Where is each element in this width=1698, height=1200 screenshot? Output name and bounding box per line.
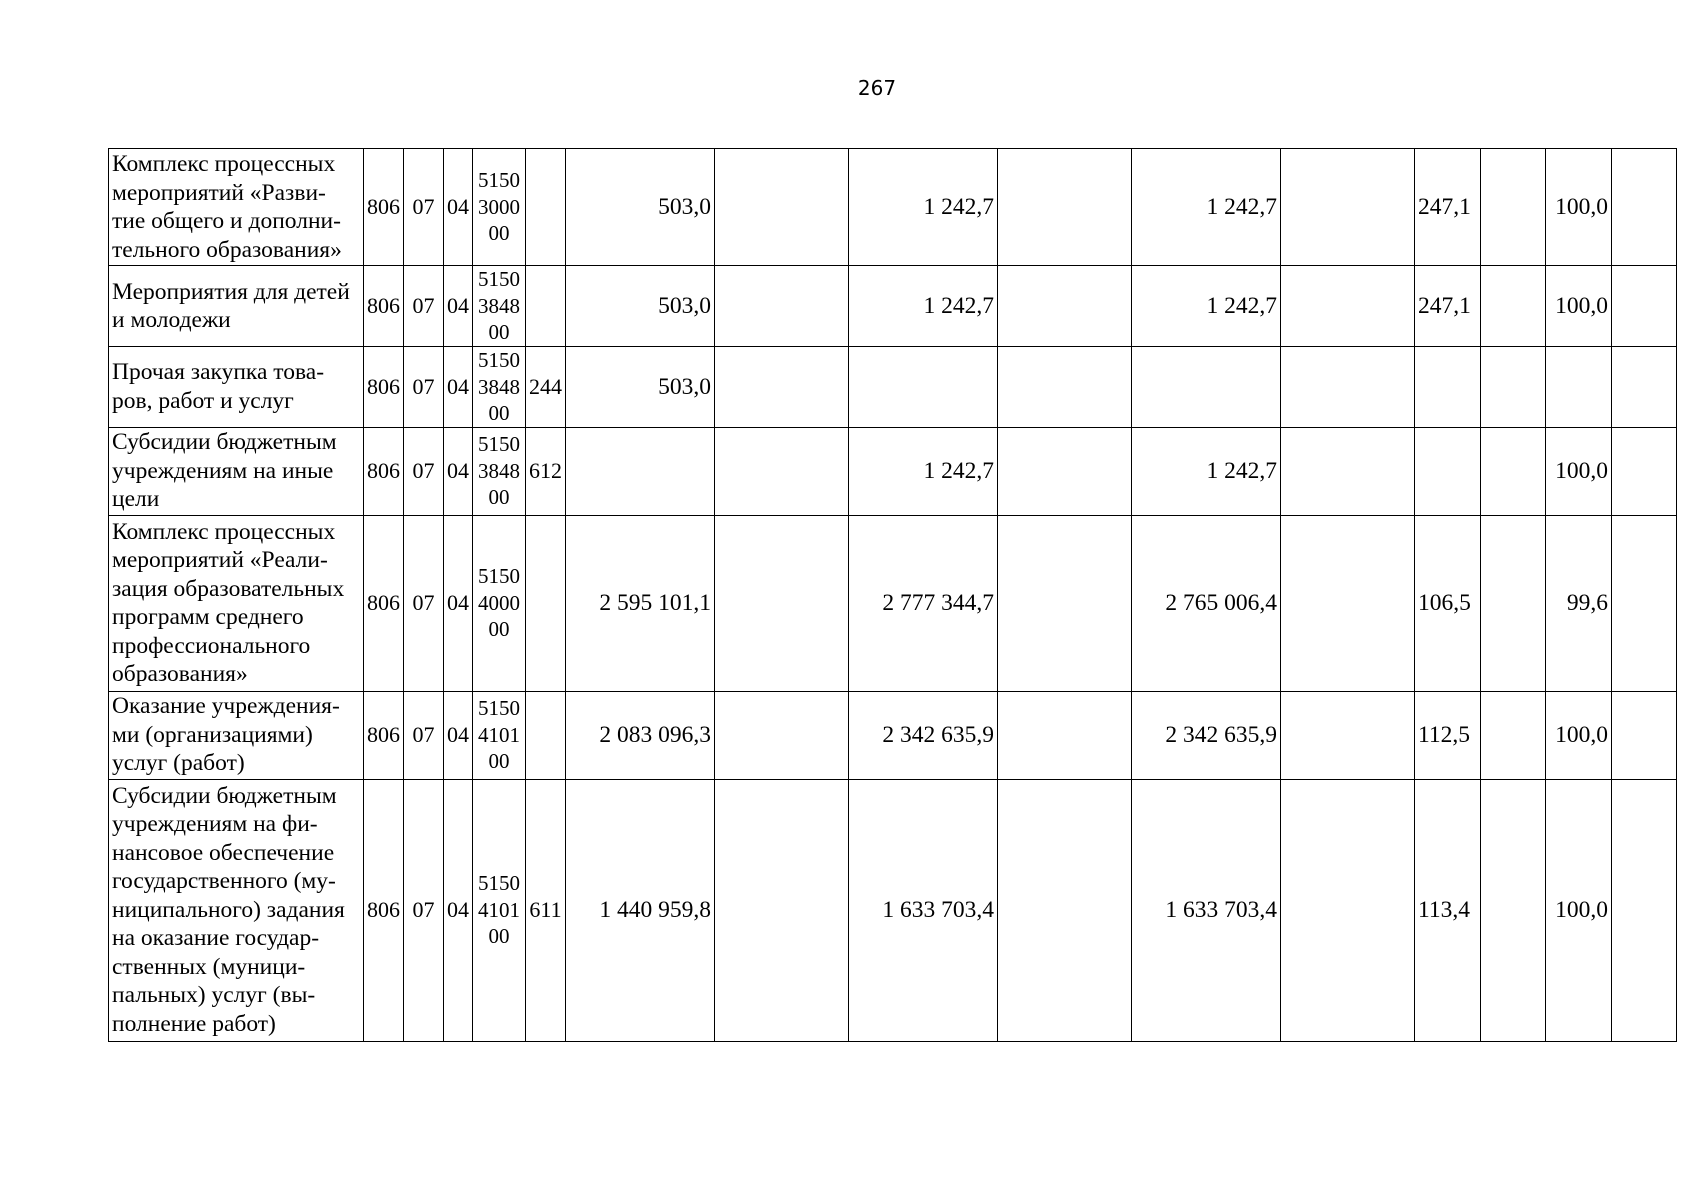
percent-col-1: 113,4 bbox=[1415, 779, 1481, 1041]
percent-col-3: 100,0 bbox=[1546, 691, 1612, 779]
table-row bbox=[109, 347, 1677, 428]
amount-col-1: 2 083 096,3 bbox=[566, 691, 715, 779]
amount-col-4 bbox=[998, 691, 1132, 779]
target-article-code: 5150 3848 00 bbox=[473, 427, 526, 515]
amount-col-5: 1 633 703,4 bbox=[1132, 779, 1281, 1041]
subsection-code: 04 bbox=[444, 149, 473, 266]
target-article-code: 5150 3000 00 bbox=[473, 149, 526, 266]
percent-col-3: 100,0 bbox=[1546, 266, 1612, 347]
target-article-code: 5150 4000 00 bbox=[473, 515, 526, 691]
expense-type-code bbox=[526, 515, 566, 691]
percent-col-2 bbox=[1481, 149, 1546, 266]
amount-col-2 bbox=[715, 515, 849, 691]
percent-col-2 bbox=[1481, 779, 1546, 1041]
target-article-code: 5150 4101 00 bbox=[473, 779, 526, 1041]
page-number: 267 bbox=[857, 76, 897, 100]
amount-col-6 bbox=[1281, 779, 1415, 1041]
section-code: 07 bbox=[404, 515, 444, 691]
subsection-code: 04 bbox=[444, 427, 473, 515]
section-code: 07 bbox=[404, 691, 444, 779]
amount-col-3 bbox=[849, 347, 998, 428]
amount-col-1: 503,0 bbox=[566, 347, 715, 428]
percent-col-2 bbox=[1481, 427, 1546, 515]
subsection-code: 04 bbox=[444, 266, 473, 347]
expense-type-code bbox=[526, 149, 566, 266]
amount-col-2 bbox=[715, 691, 849, 779]
row-name: Комплекс процессных мероприятий «Реали- зация образовательных программ среднего профессионального образования» bbox=[109, 515, 364, 691]
row-name: Прочая закупка това- ров, работ и услуг bbox=[109, 347, 364, 428]
percent-col-4 bbox=[1612, 427, 1677, 515]
amount-col-6 bbox=[1281, 266, 1415, 347]
section-code: 07 bbox=[404, 266, 444, 347]
amount-col-6 bbox=[1281, 691, 1415, 779]
amount-col-3: 2 777 344,7 bbox=[849, 515, 998, 691]
amount-col-5 bbox=[1132, 347, 1281, 428]
target-article-code: 5150 3848 00 bbox=[473, 347, 526, 428]
percent-col-3: 100,0 bbox=[1546, 779, 1612, 1041]
percent-col-2 bbox=[1481, 515, 1546, 691]
amount-col-4 bbox=[998, 149, 1132, 266]
ved-code: 806 bbox=[364, 266, 404, 347]
amount-col-3: 1 242,7 bbox=[849, 427, 998, 515]
ved-code: 806 bbox=[364, 427, 404, 515]
amount-col-6 bbox=[1281, 515, 1415, 691]
target-article-code: 5150 3848 00 bbox=[473, 266, 526, 347]
amount-col-4 bbox=[998, 347, 1132, 428]
amount-col-2 bbox=[715, 779, 849, 1041]
row-name: Оказание учреждения- ми (организациями) услуг (работ) bbox=[109, 691, 364, 779]
percent-col-2 bbox=[1481, 266, 1546, 347]
amount-col-2 bbox=[715, 149, 849, 266]
budget-table bbox=[108, 148, 1677, 1042]
percent-col-2 bbox=[1481, 347, 1546, 428]
percent-col-2 bbox=[1481, 691, 1546, 779]
expense-type-code: 611 bbox=[526, 779, 566, 1041]
amount-col-2 bbox=[715, 427, 849, 515]
amount-col-3: 1 242,7 bbox=[849, 266, 998, 347]
percent-col-3: 100,0 bbox=[1546, 149, 1612, 266]
amount-col-3: 2 342 635,9 bbox=[849, 691, 998, 779]
percent-col-3: 99,6 bbox=[1546, 515, 1612, 691]
table-row bbox=[109, 691, 1677, 779]
percent-col-1 bbox=[1415, 427, 1481, 515]
percent-col-4 bbox=[1612, 149, 1677, 266]
subsection-code: 04 bbox=[444, 691, 473, 779]
row-name: Мероприятия для детей и молодежи bbox=[109, 266, 364, 347]
percent-col-4 bbox=[1612, 779, 1677, 1041]
table-row bbox=[109, 779, 1677, 1041]
percent-col-1: 112,5 bbox=[1415, 691, 1481, 779]
amount-col-3: 1 633 703,4 bbox=[849, 779, 998, 1041]
expense-type-code: 612 bbox=[526, 427, 566, 515]
section-code: 07 bbox=[404, 779, 444, 1041]
ved-code: 806 bbox=[364, 515, 404, 691]
table-row bbox=[109, 515, 1677, 691]
percent-col-3 bbox=[1546, 347, 1612, 428]
section-code: 07 bbox=[404, 149, 444, 266]
amount-col-6 bbox=[1281, 347, 1415, 428]
section-code: 07 bbox=[404, 427, 444, 515]
percent-col-4 bbox=[1612, 266, 1677, 347]
row-name: Субсидии бюджетным учреждениям на иные цели bbox=[109, 427, 364, 515]
amount-col-4 bbox=[998, 427, 1132, 515]
expense-type-code bbox=[526, 266, 566, 347]
amount-col-1: 1 440 959,8 bbox=[566, 779, 715, 1041]
subsection-code: 04 bbox=[444, 515, 473, 691]
amount-col-5: 2 765 006,4 bbox=[1132, 515, 1281, 691]
percent-col-1: 106,5 bbox=[1415, 515, 1481, 691]
amount-col-5: 1 242,7 bbox=[1132, 427, 1281, 515]
percent-col-4 bbox=[1612, 691, 1677, 779]
ved-code: 806 bbox=[364, 347, 404, 428]
table-body bbox=[109, 149, 1677, 1042]
table-row bbox=[109, 149, 1677, 266]
amount-col-3: 1 242,7 bbox=[849, 149, 998, 266]
subsection-code: 04 bbox=[444, 347, 473, 428]
amount-col-1: 503,0 bbox=[566, 266, 715, 347]
amount-col-4 bbox=[998, 515, 1132, 691]
percent-col-1: 247,1 bbox=[1415, 266, 1481, 347]
amount-col-4 bbox=[998, 266, 1132, 347]
ved-code: 806 bbox=[364, 779, 404, 1041]
ved-code: 806 bbox=[364, 149, 404, 266]
amount-col-6 bbox=[1281, 427, 1415, 515]
amount-col-5: 1 242,7 bbox=[1132, 149, 1281, 266]
row-name: Комплекс процессных мероприятий «Разви- тие общего и дополни- тельного образования» bbox=[109, 149, 364, 266]
amount-col-1 bbox=[566, 427, 715, 515]
percent-col-3: 100,0 bbox=[1546, 427, 1612, 515]
amount-col-2 bbox=[715, 347, 849, 428]
percent-col-1 bbox=[1415, 347, 1481, 428]
amount-col-5: 2 342 635,9 bbox=[1132, 691, 1281, 779]
row-name: Субсидии бюджетным учреждениям на фи- нансовое обеспечение государственного (му- ниципального) задания на оказание государ- ственных (муници- пальных) услуг (вы- полнение работ) bbox=[109, 779, 364, 1041]
amount-col-5: 1 242,7 bbox=[1132, 266, 1281, 347]
amount-col-1: 2 595 101,1 bbox=[566, 515, 715, 691]
expense-type-code bbox=[526, 691, 566, 779]
expense-type-code: 244 bbox=[526, 347, 566, 428]
subsection-code: 04 bbox=[444, 779, 473, 1041]
percent-col-1: 247,1 bbox=[1415, 149, 1481, 266]
percent-col-4 bbox=[1612, 347, 1677, 428]
target-article-code: 5150 4101 00 bbox=[473, 691, 526, 779]
amount-col-2 bbox=[715, 266, 849, 347]
table-row bbox=[109, 427, 1677, 515]
amount-col-6 bbox=[1281, 149, 1415, 266]
ved-code: 806 bbox=[364, 691, 404, 779]
amount-col-4 bbox=[998, 779, 1132, 1041]
table-row bbox=[109, 266, 1677, 347]
percent-col-4 bbox=[1612, 515, 1677, 691]
section-code: 07 bbox=[404, 347, 444, 428]
amount-col-1: 503,0 bbox=[566, 149, 715, 266]
